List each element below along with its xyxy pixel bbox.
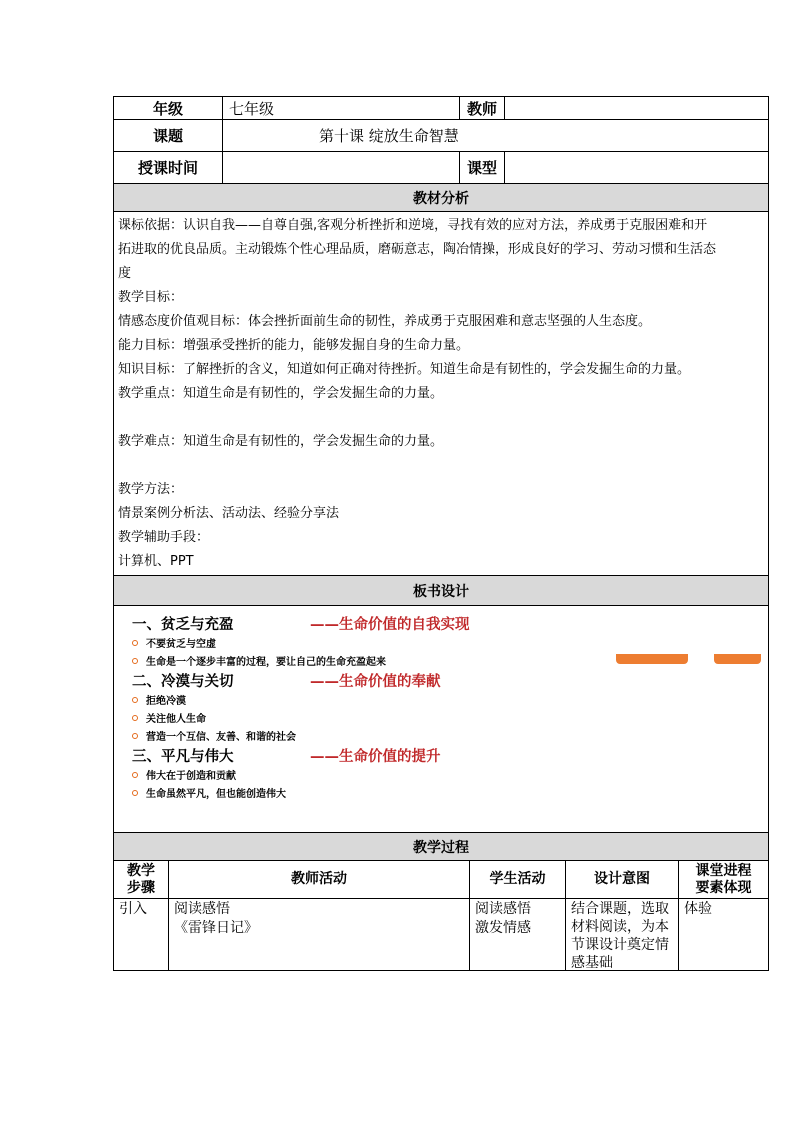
teacher-label: 教师 — [459, 97, 504, 119]
board-bullet: 拒绝冷漠 — [132, 692, 186, 707]
analysis-line: 教学目标： — [118, 290, 184, 305]
col-header-step: 教学 步骤 — [127, 862, 155, 896]
time-label: 授课时间 — [137, 159, 198, 177]
intent-line: 结合课题，选取 — [571, 901, 669, 917]
intent-line: 感基础 — [571, 955, 613, 971]
topic-label: 课题 — [152, 127, 183, 145]
student-activity-line: 激发情感 — [475, 920, 531, 936]
board-bullet: 不要贫乏与空虚 — [132, 635, 216, 650]
grade-label: 年级 — [152, 99, 183, 118]
analysis-line — [118, 454, 716, 478]
bullet-dot-icon — [132, 733, 138, 739]
board-content — [114, 606, 768, 832]
board-heading-1: 一、贫乏与充盈 — [132, 617, 234, 633]
analysis-line: 教学难点：知道生命是有韧性的，学会发掘生命的力量。 — [118, 434, 444, 449]
cell-step: 引入 — [119, 901, 147, 917]
bullet-dot-icon — [132, 772, 138, 778]
lesson-plan-table — [113, 96, 769, 971]
board-subheading-2: ——生命价值的奉献 — [310, 674, 441, 690]
col-header-element: 课堂进程 要素体现 — [678, 861, 768, 898]
analysis-band-row — [114, 183, 768, 211]
bullet-dot-icon — [132, 715, 138, 721]
grade-row — [114, 97, 768, 119]
analysis-line: 情景案例分析法、活动法、经验分享法 — [118, 506, 340, 521]
analysis-line: 教学方法： — [118, 482, 184, 497]
analysis-content — [114, 212, 720, 575]
board-heading-2: 二、冷漠与关切 — [132, 674, 234, 690]
time-row — [114, 151, 768, 183]
analysis-row — [114, 211, 768, 575]
board-bullet: 生命虽然平凡，但也能创造伟大 — [132, 785, 286, 800]
orange-bar-decoration — [714, 654, 761, 664]
analysis-line: 能力目标：增强承受挫折的能力，能够发掘自身的生命力量。 — [118, 338, 470, 353]
intent-line: 材料阅读，为本 — [571, 919, 669, 935]
analysis-line: 拓进取的优良品质。主动锻炼个性心理品质，磨砺意志，陶冶情操，形成良好的学习、劳动习惯和生活态 — [118, 242, 717, 257]
board-band-row — [114, 575, 768, 605]
board-bullet: 营造一个互信、友善、和谐的社会 — [132, 728, 296, 743]
intent-line: 节课设计奠定情 — [571, 937, 669, 953]
analysis-line: 知识目标：了解挫折的含义，知道如何正确对待挫折。知道生命是有韧性的，学会发掘生命的力量。 — [118, 362, 691, 377]
cell-element: 体验 — [678, 899, 768, 970]
cell-student — [469, 899, 565, 970]
bullet-dot-icon — [132, 697, 138, 703]
time-value — [222, 152, 459, 183]
analysis-line: 度 — [118, 266, 132, 281]
cell-teacher — [168, 899, 469, 970]
board-title: 板书设计 — [114, 576, 768, 605]
analysis-line: 教学重点：知道生命是有韧性的，学会发掘生命的力量。 — [118, 386, 444, 401]
topic-row — [114, 119, 768, 151]
analysis-line: 课标依据：认识自我——自尊自强,客观分析挫折和逆境，寻找有效的应对方法，养成勇于克服困难和开 — [118, 218, 708, 233]
board-subheading-1: ——生命价值的自我实现 — [310, 617, 470, 633]
board-subheading-3: ——生命价值的提升 — [310, 749, 441, 765]
teacher-activity-line: 《雷锋日记》 — [174, 920, 258, 936]
board-heading-3: 三、平凡与伟大 — [132, 749, 234, 765]
student-activity-line: 阅读感悟 — [475, 901, 531, 917]
board-bullet: 关注他人生命 — [132, 710, 206, 725]
process-band-row — [114, 832, 768, 860]
teacher-activity-line: 阅读感悟 — [174, 901, 230, 917]
bullet-dot-icon — [132, 658, 138, 664]
process-title: 教学过程 — [114, 833, 768, 860]
bullet-dot-icon — [132, 640, 138, 646]
analysis-line: 教学辅助手段： — [118, 530, 210, 545]
teacher-value — [504, 97, 768, 119]
process-row — [114, 898, 768, 970]
analysis-title: 教材分析 — [114, 184, 768, 211]
cell-intent — [565, 899, 678, 970]
topic-value: 第十课 绽放生命智慧 — [222, 120, 768, 151]
analysis-line: 情感态度价值观目标：体会挫折面前生命的韧性，养成勇于克服困难和意志坚强的人生态度。 — [118, 314, 652, 329]
orange-bar-decoration — [616, 654, 688, 664]
process-header-row — [114, 860, 768, 898]
col-header-teacher: 教师活动 — [168, 861, 469, 898]
col-header-student: 学生活动 — [469, 861, 565, 898]
col-header-intent: 设计意图 — [565, 861, 678, 898]
board-row — [114, 605, 768, 832]
analysis-line: 计算机、PPT — [118, 554, 194, 569]
type-label: 课型 — [459, 152, 504, 183]
analysis-line — [118, 406, 716, 430]
grade-value: 七年级 — [222, 97, 459, 119]
bullet-dot-icon — [132, 790, 138, 796]
board-bullet: 生命是一个逐步丰富的过程，要让自己的生命充盈起来 — [132, 653, 386, 668]
board-bullet: 伟大在于创造和贡献 — [132, 767, 236, 782]
type-value — [504, 152, 768, 183]
